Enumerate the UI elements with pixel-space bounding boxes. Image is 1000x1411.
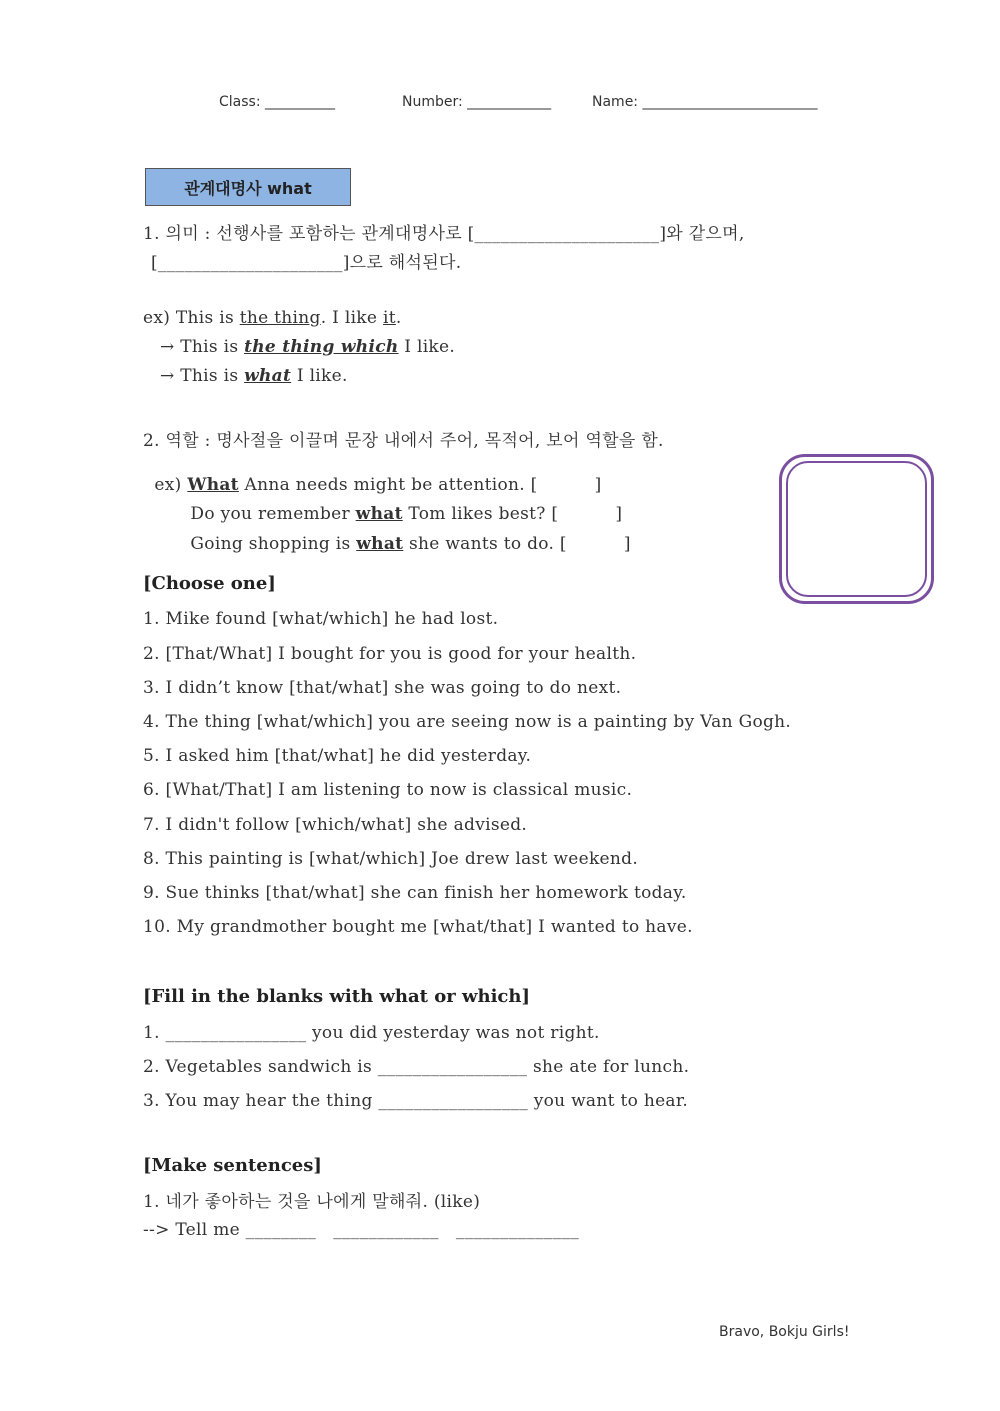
fill-item: 2. Vegetables sandwich is _________________ she ate for lunch.	[143, 1057, 690, 1077]
class-field: Class: __________	[219, 94, 335, 110]
fill-item: 3. You may hear the thing _________________ you want to hear.	[143, 1091, 689, 1111]
role-example-1-what: What	[187, 475, 239, 495]
role-example-2-rest: Tom likes best? [ ]	[402, 504, 623, 524]
arrow-2-prefix: → This is	[160, 366, 245, 386]
meaning-line: 1. 의미 : 선행사를 포함하는 관계대명사로 [_____________________]와 같으며,	[143, 224, 745, 244]
example-object: it	[382, 308, 396, 328]
example-arrow-1	[160, 337, 455, 357]
role-example-2-prefix: Do you remember	[190, 504, 356, 524]
arrow-2-emphasis: what	[244, 366, 292, 386]
make-answer-line: --> Tell me ________ ____________ ______________	[143, 1220, 580, 1240]
arrow-1-suffix: I like.	[398, 337, 456, 357]
role-example-2-what: what	[355, 504, 403, 524]
make-prompt: 1. 네가 좋아하는 것을 나에게 말해줘. (like)	[143, 1192, 481, 1212]
choose-item: 4. The thing [what/which] you are seeing now is a painting by Van Gogh.	[143, 712, 792, 732]
role-line: 2. 역할 : 명사절을 이끌며 문장 내에서 주어, 목적어, 보어 역할을 함.	[143, 431, 664, 451]
arrow-1-prefix: → This is	[160, 337, 245, 357]
example-arrow-2	[160, 366, 348, 386]
make-section-title: [Make sentences]	[143, 1155, 322, 1176]
answer-box	[779, 454, 934, 604]
arrow-2-suffix: I like.	[291, 366, 348, 386]
footer-signature: Bravo, Bokju Girls!	[719, 1324, 850, 1340]
role-example-1-rest: Anna needs might be attention. [ ]	[238, 475, 602, 495]
role-example-3	[179, 514, 631, 554]
choose-item: 8. This painting is [what/which] Joe drew last weekend.	[143, 849, 639, 869]
choose-item: 10. My grandmother bought me [what/that] I wanted to have.	[143, 917, 693, 937]
example-prefix: ex) This is	[143, 308, 240, 328]
role-example-3-what: what	[356, 534, 404, 554]
choose-item: 1. Mike found [what/which] he had lost.	[143, 609, 499, 629]
fill-section-title: [Fill in the blanks with what or which]	[143, 986, 530, 1007]
choose-item: 2. [That/What] I bought for you is good for your health.	[143, 644, 637, 664]
example-sentence	[143, 308, 402, 328]
choose-section-title: [Choose one]	[143, 573, 276, 594]
answer-box-inner-border	[786, 461, 927, 597]
example-antecedent: the thing	[239, 308, 321, 328]
meaning-line-2: [_____________________]으로 해석된다.	[151, 253, 462, 273]
choose-item: 7. I didn't follow [which/what] she advised.	[143, 815, 528, 835]
role-example-3-rest: she wants to do. [ ]	[403, 534, 631, 554]
role-example-3-prefix: Going shopping is	[190, 534, 357, 554]
name-field: Name: _________________________	[592, 94, 818, 110]
fill-item: 1. ________________ you did yesterday was not right.	[143, 1023, 600, 1043]
number-field: Number: ____________	[402, 94, 552, 110]
choose-item: 5. I asked him [that/what] he did yesterday.	[143, 746, 532, 766]
role-example-1-prefix: ex)	[154, 475, 188, 495]
choose-item: 6. [What/That] I am listening to now is classical music.	[143, 780, 633, 800]
choose-item: 9. Sue thinks [that/what] she can finish her homework today.	[143, 883, 687, 903]
example-end: .	[395, 308, 402, 328]
choose-item: 3. I didn’t know [that/what] she was going to do next.	[143, 678, 622, 698]
example-mid: . I like	[320, 308, 383, 328]
page-title: 관계대명사 what	[145, 168, 351, 206]
arrow-1-emphasis: the thing which	[244, 337, 399, 357]
